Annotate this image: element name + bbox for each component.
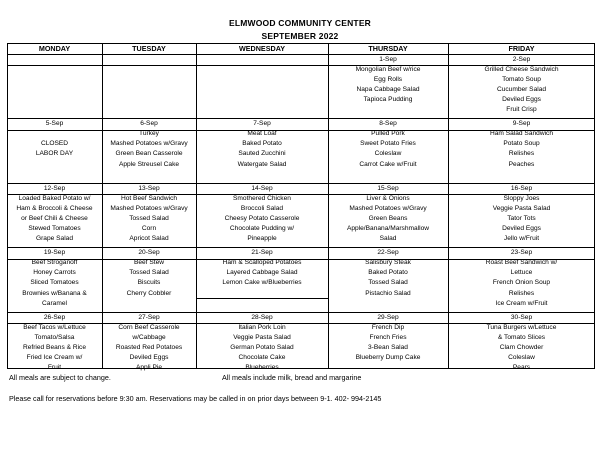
menu-item: [196, 65, 328, 75]
menu-item: Ham & Scalloped Potatoes: [222, 259, 302, 267]
menu-item: Brownies w/Banana &: [22, 289, 87, 297]
date-cell: 28-Sep: [251, 313, 273, 321]
menu-item: Tossed Salad: [368, 279, 408, 287]
date-row-divider: [7, 130, 595, 131]
menu-item: Beef Stew: [133, 259, 165, 267]
menu-item: Grilled Cheese Sandwich: [484, 65, 559, 73]
menu-item: Pineapple: [247, 235, 277, 243]
menu-item: [7, 160, 102, 170]
menu-item: Deviled Eggs: [502, 225, 541, 233]
menu-item: Beef Stroganoff: [31, 259, 78, 267]
menu-item: Ham & Broccoli & Cheese: [16, 204, 93, 212]
menu-item: Grape Salad: [35, 235, 74, 243]
menu-item: Apricot Salad: [129, 235, 169, 243]
menu-item: [328, 299, 448, 309]
menu-item: [196, 85, 328, 95]
menu-item: [7, 130, 102, 140]
day-header-tuesday: TUESDAY: [132, 43, 166, 53]
table-border-left: [7, 43, 8, 369]
date-cell: 1-Sep: [379, 55, 397, 63]
day-header-wednesday: WEDNESDAY: [238, 43, 286, 53]
table-border-bottom: [7, 368, 595, 369]
menu-item: [102, 75, 196, 85]
menu-item: Apple Streusel Cake: [118, 160, 180, 168]
menu-item: German Potato Salad: [230, 343, 294, 351]
menu-item: [328, 170, 448, 180]
menu-item: Caramel: [42, 299, 67, 307]
week-divider: [7, 312, 595, 313]
menu-item: Italian Pork Loin: [238, 323, 286, 331]
reservation-note: Please call for reservations before 9:30 am. Reservations may be called in on prior days between 9-1. 402- 994-2145: [9, 394, 382, 403]
menu-item: Mashed Potatoes w/Gravy: [349, 204, 427, 212]
menu-item: [7, 95, 102, 105]
menu-item: Lettuce: [510, 269, 533, 277]
day-header-friday: FRIDAY: [508, 43, 535, 53]
date-cell: 12-Sep: [43, 184, 66, 192]
day-header-monday: MONDAY: [38, 43, 71, 53]
menu-item: Peaches: [508, 160, 535, 168]
date-cell: 2-Sep: [512, 55, 531, 63]
week-divider: [7, 118, 595, 119]
column-divider: [102, 43, 103, 369]
menu-item: [102, 85, 196, 95]
menu-item: Fruit Crisp: [506, 106, 537, 114]
menu-item: [448, 170, 595, 180]
date-row-divider: [7, 65, 595, 66]
column-divider: [448, 43, 449, 369]
menu-item: [196, 170, 328, 180]
menu-item: Relishes: [508, 150, 535, 158]
menu-item: Tossed Salad: [129, 269, 169, 277]
menu-item: [102, 170, 196, 180]
menu-item: [7, 85, 102, 95]
menu-item: Layered Cabbage Salad: [226, 269, 298, 277]
menu-item: [102, 105, 196, 115]
menu-item: [7, 65, 102, 75]
month-title: SEPTEMBER 2022: [261, 31, 339, 41]
menu-item: Deviled Eggs: [129, 354, 169, 362]
menu-item: Baked Potato: [368, 269, 408, 277]
menu-item: Honey Carrots: [33, 269, 76, 277]
menu-item: Tator Tots: [507, 214, 536, 222]
menu-item: Mongolian Beef w/rice: [355, 65, 421, 73]
date-cell: [102, 55, 196, 65]
item-divider: [196, 298, 328, 299]
menu-item: Veggie Pasta Salad: [233, 333, 291, 341]
date-cell: 9-Sep: [512, 120, 531, 128]
menu-item: Turkey: [139, 130, 159, 138]
menu-item: Refried Beans & Rice: [22, 343, 87, 351]
header-divider: [7, 54, 595, 55]
menu-item: Sauted Zucchini: [238, 150, 286, 158]
menu-item: French Fries: [369, 333, 407, 341]
menu-item: w/Cabbage: [132, 333, 166, 341]
menu-item: Roast Beef Sandwich w/: [485, 259, 558, 267]
menu-item: Napa Cabbage Salad: [356, 85, 420, 93]
date-cell: 6-Sep: [140, 120, 158, 128]
date-cell: 13-Sep: [138, 184, 160, 192]
menu-item: Blueberry Dump Cake: [355, 354, 421, 362]
menu-item: Sloppy Joes: [503, 194, 540, 202]
date-row-divider: [7, 194, 595, 195]
week-divider: [7, 247, 595, 248]
menu-item: LABOR DAY: [35, 150, 74, 158]
menu-item: Tossed Salad: [129, 214, 169, 222]
menu-item: Coleslaw: [508, 354, 535, 362]
menu-item: Chocolate Pudding w/: [229, 225, 295, 233]
menu-item: Chocolate Cake: [238, 354, 286, 362]
date-cell: 29-Sep: [377, 313, 399, 321]
menu-item: Cherry Cobbler: [126, 289, 172, 297]
menu-item: Tomato Soup: [502, 75, 541, 83]
day-header-thursday: THURSDAY: [368, 43, 408, 53]
menu-item: Cucumber Salad: [496, 85, 547, 93]
date-cell: 19-Sep: [43, 249, 66, 257]
menu-item: Liver & Onions: [366, 194, 410, 202]
menu-item: Baked Potato: [242, 140, 282, 148]
menu-item: Meat Loaf: [247, 130, 277, 138]
menu-item: Tuna Burgers w/Lettuce: [486, 323, 557, 331]
menu-item: Carrot Cake w/Fruit: [359, 160, 417, 168]
date-row-divider: [7, 323, 595, 324]
menu-item: Watergate Salad: [237, 160, 287, 168]
menu-item: Salad: [379, 235, 397, 243]
menu-item: Hot Beef Sandwich: [120, 194, 178, 202]
menu-item: Potato Soup: [503, 140, 540, 148]
menu-item: Deviled Eggs: [502, 96, 541, 104]
menu-item: [102, 65, 196, 75]
menu-item: Smothered Chicken: [233, 194, 291, 202]
menu-item: Fried Ice Cream w/: [26, 354, 83, 362]
date-cell: 5-Sep: [45, 120, 64, 128]
menu-item: [196, 299, 328, 309]
subject-to-change-note: All meals are subject to change.: [9, 373, 111, 382]
menu-item: Sliced Tomatoes: [30, 279, 79, 287]
menu-item: Beef Tacos w/Lettuce: [23, 323, 86, 331]
menu-item: Corn: [141, 225, 157, 233]
table-border-top: [7, 43, 595, 44]
date-cell: 22-Sep: [377, 249, 399, 257]
menu-item: Mashed Potatoes w/Gravy: [110, 204, 188, 212]
menu-item: [7, 105, 102, 115]
date-cell: [196, 55, 328, 65]
menu-item: Mashed Potatoes w/Gravy: [110, 140, 188, 148]
date-cell: 23-Sep: [510, 249, 533, 257]
menu-item: Green Bean Casserole: [115, 150, 183, 158]
menu-item: Corn Beef Casserole: [118, 323, 180, 331]
menu-item: [328, 105, 448, 115]
menu-item: Cheesy Potato Casserole: [224, 214, 300, 222]
table-border-right: [594, 43, 595, 369]
menu-item: Roasted Red Potatoes: [115, 343, 183, 351]
menu-item: Pulled Pork: [371, 130, 405, 138]
week-divider: [7, 183, 595, 184]
date-cell: 27-Sep: [138, 313, 160, 321]
date-cell: 8-Sep: [379, 120, 397, 128]
date-row-divider: [7, 259, 595, 260]
column-divider: [328, 43, 329, 369]
menu-item: Tomato/Salsa: [34, 333, 75, 341]
date-cell: 20-Sep: [138, 249, 160, 257]
menu-item: Relishes: [508, 289, 535, 297]
menu-item: Egg Rolls: [373, 75, 403, 83]
menu-item: [196, 105, 328, 115]
menu-item: Sweet Potato Fries: [360, 140, 416, 148]
menu-item: [102, 299, 196, 309]
menu-item: French Dip: [371, 323, 405, 331]
menu-item: Loaded Baked Potato w/: [18, 194, 91, 202]
date-cell: 15-Sep: [377, 184, 399, 192]
menu-item: Pistachio Salad: [365, 289, 411, 297]
menu-item: Veggie Pasta Salad: [492, 204, 551, 212]
menu-item: Jello w/Fruit: [503, 235, 540, 243]
menu-item: Clam Chowder: [499, 343, 544, 351]
meals-include-note: All meals include milk, bread and margarine: [222, 373, 362, 382]
menu-item: [196, 75, 328, 85]
menu-item: Coleslaw: [374, 150, 402, 158]
center-title: ELMWOOD COMMUNITY CENTER: [228, 18, 372, 28]
menu-item: French Onion Soup: [492, 279, 551, 287]
menu-item: CLOSED: [40, 140, 69, 148]
menu-item: Apple/Banana/Marshmallow: [346, 225, 430, 233]
menu-item: Stewed Tomatoes: [28, 225, 81, 233]
date-cell: 7-Sep: [253, 120, 271, 128]
date-cell: 30-Sep: [510, 313, 533, 321]
menu-item: Tapioca Pudding: [363, 96, 413, 104]
menu-item: Salisbury Steak: [365, 259, 411, 267]
menu-item: Biscuits: [137, 279, 161, 287]
menu-item: or Beef Chili & Cheese: [21, 214, 88, 222]
menu-item: 3-Bean Salad: [368, 343, 408, 351]
column-divider: [196, 43, 197, 369]
menu-item: Broccoli Salad: [240, 204, 284, 212]
menu-item: Green Beans: [368, 214, 408, 222]
menu-item: & Tomato Slices: [497, 333, 546, 341]
menu-item: Lemon Cake w/Blueberries: [222, 279, 302, 287]
menu-item: Ham Salad Sandwich: [489, 130, 554, 138]
date-cell: 16-Sep: [510, 184, 533, 192]
menu-item: [102, 95, 196, 105]
menu-item: [7, 170, 102, 180]
menu-table: [7, 43, 595, 369]
date-cell: 26-Sep: [43, 313, 66, 321]
date-cell: 14-Sep: [251, 184, 273, 192]
menu-item: [196, 95, 328, 105]
menu-item: Ice Cream w/Fruit: [495, 299, 548, 307]
menu-item: [7, 75, 102, 85]
date-cell: [7, 55, 102, 65]
date-cell: 21-Sep: [251, 249, 273, 257]
